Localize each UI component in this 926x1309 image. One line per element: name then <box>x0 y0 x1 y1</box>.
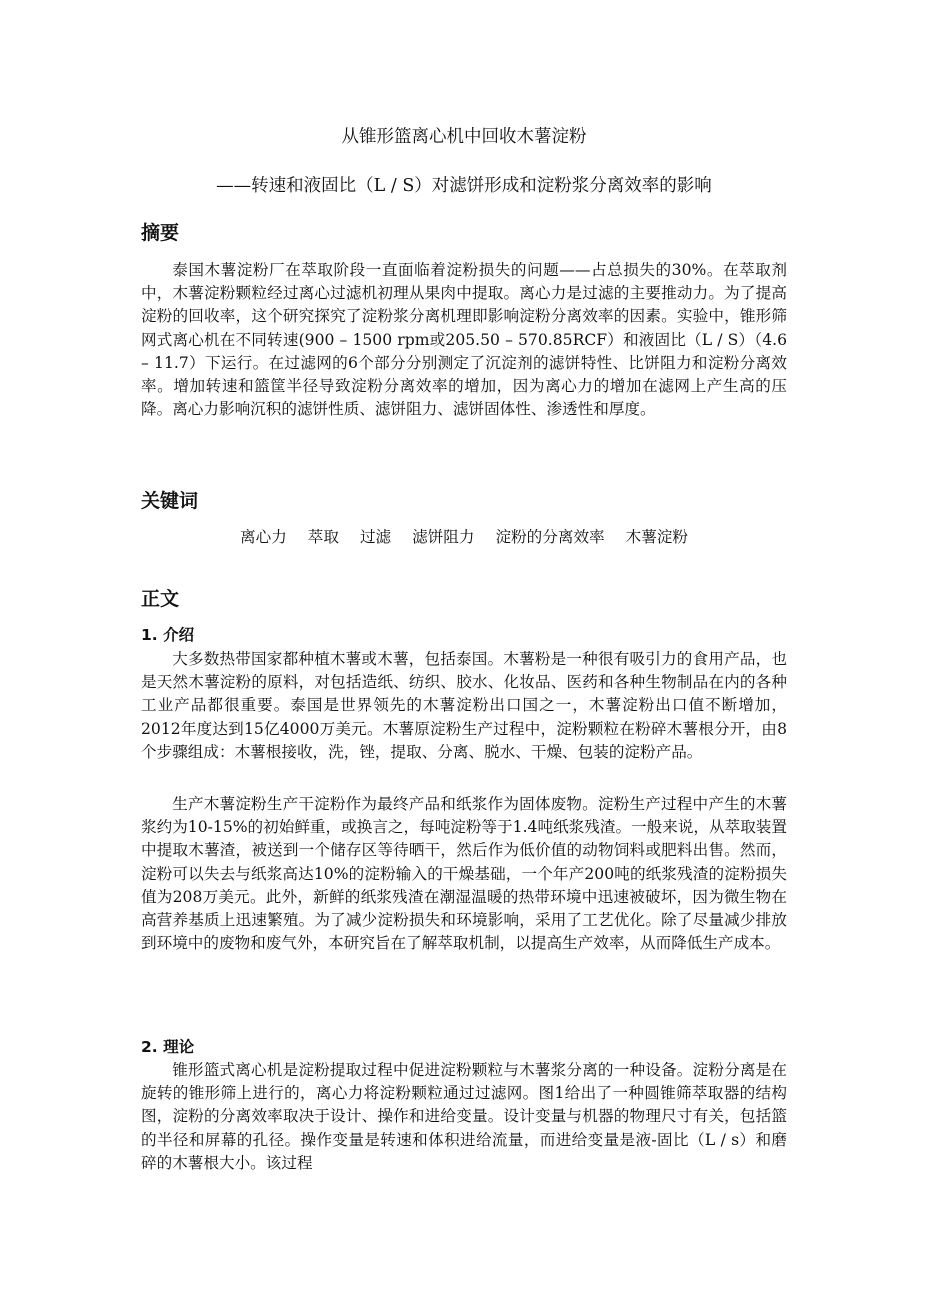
paper-subtitle: ——转速和液固比（L / S）对滤饼形成和淀粉浆分离效率的影响 <box>216 176 712 196</box>
keyword-item: 木薯淀粉 <box>625 528 688 546</box>
introduction-paragraph-2: 生产木薯淀粉生产干淀粉作为最终产品和纸浆作为固体废物。淀粉生产过程中产生的木薯浆约为10-15%的初始鲜重，或换言之，每吨淀粉等于1.4吨纸浆残渣。一般来说，从萃取装置中提取木薯渣，被送到一个储存区等待晒干，然后作为低价值的动物饲料或肥料出售。然而，淀粉可以失去与纸浆高达10%的淀粉输入的干燥基础，一个年产200吨的纸浆残渣的淀粉损失值为208万美元。此外，新鲜的纸浆残渣在潮湿温暖的热带环境中迅速被破坏，因为微生物在高营养基质上迅速繁殖。为了减少淀粉损失和环境影响，采用了工艺优化。除了尽量减少排放到环境中的废物和废气外，本研究旨在了解萃取机制，以提高生产效率，从而降低生产成本。 <box>141 795 787 953</box>
theory-paragraph-1: 锥形篮式离心机是淀粉提取过程中促进淀粉颗粒与木薯浆分离的一种设备。淀粉分离是在旋转的锥形筛上进行的，离心力将淀粉颗粒通过过滤网。图1给出了一种圆锥筛萃取器的结构图，淀粉的分离效率取决于设计、操作和进给变量。设计变量与机器的物理尺寸有关，包括篮的半径和屏幕的孔径。操作变量是转速和体积进给流量，而进给变量是液-固比（L / s）和磨碎的木薯根大小。该过程 <box>141 1061 787 1172</box>
abstract-heading: 摘要 <box>141 222 180 244</box>
abstract-text: 泰国木薯淀粉厂在萃取阶段一直面临着淀粉损失的问题——占总损失的30%。在萃取剂中，木薯淀粉颗粒经过离心过滤机初理从果肉中提取。离心力是过滤的主要推动力。为了提高淀粉的回收率，这个研究探究了淀粉浆分离机理即影响淀粉分离效率的因素。实验中，锥形筛网式离心机在不同转速(900 – 1500 rpm或205.50 – 570.85RCF）和液固比（L / S）（4.6 – 11.7）下运行。在过滤网的6个部分分别测定了沉淀剂的滤饼特性、比饼阻力和淀粉分离效率。增加转速和篮筐半径导致淀粉分离效率的增加，因为离心力的增加在滤网上产生高的压降。离心力影响沉积的滤饼性质、滤饼阻力、滤饼固体性、渗透性和厚度。 <box>141 261 787 419</box>
keyword-item: 滤饼阻力 <box>412 528 475 546</box>
paper-title: 从锥形篮离心机中回收木薯淀粉 <box>341 127 587 147</box>
section-heading-theory: 2. 理论 <box>141 1038 195 1056</box>
keyword-item: 离心力 <box>240 528 287 546</box>
keyword-item: 萃取 <box>307 528 339 546</box>
introduction-paragraph-1: 大多数热带国家都种植木薯或木薯，包括泰国。木薯粉是一种很有吸引力的食用产品，也是天然木薯淀粉的原料，对包括造纸、纺织、胶水、化妆品、医药和各种生物制品在内的各种工业产品都很重要。泰国是世界领先的木薯淀粉出口国之一，木薯淀粉出口值不断增加，2012年度达到15亿4000万美元。木薯原淀粉生产过程中，淀粉颗粒在粉碎木薯根分开，由8个步骤组成：木薯根接收，洗，锉，提取、分离、脱水、干燥、包装的淀粉产品。 <box>141 650 787 761</box>
keyword-item: 淀粉的分离效率 <box>495 528 605 546</box>
body-heading: 正文 <box>141 588 180 610</box>
section-heading-introduction: 1. 介绍 <box>141 626 195 644</box>
keywords-heading: 关键词 <box>141 490 199 512</box>
keyword-item: 过滤 <box>359 528 392 546</box>
keywords-list <box>141 525 787 549</box>
